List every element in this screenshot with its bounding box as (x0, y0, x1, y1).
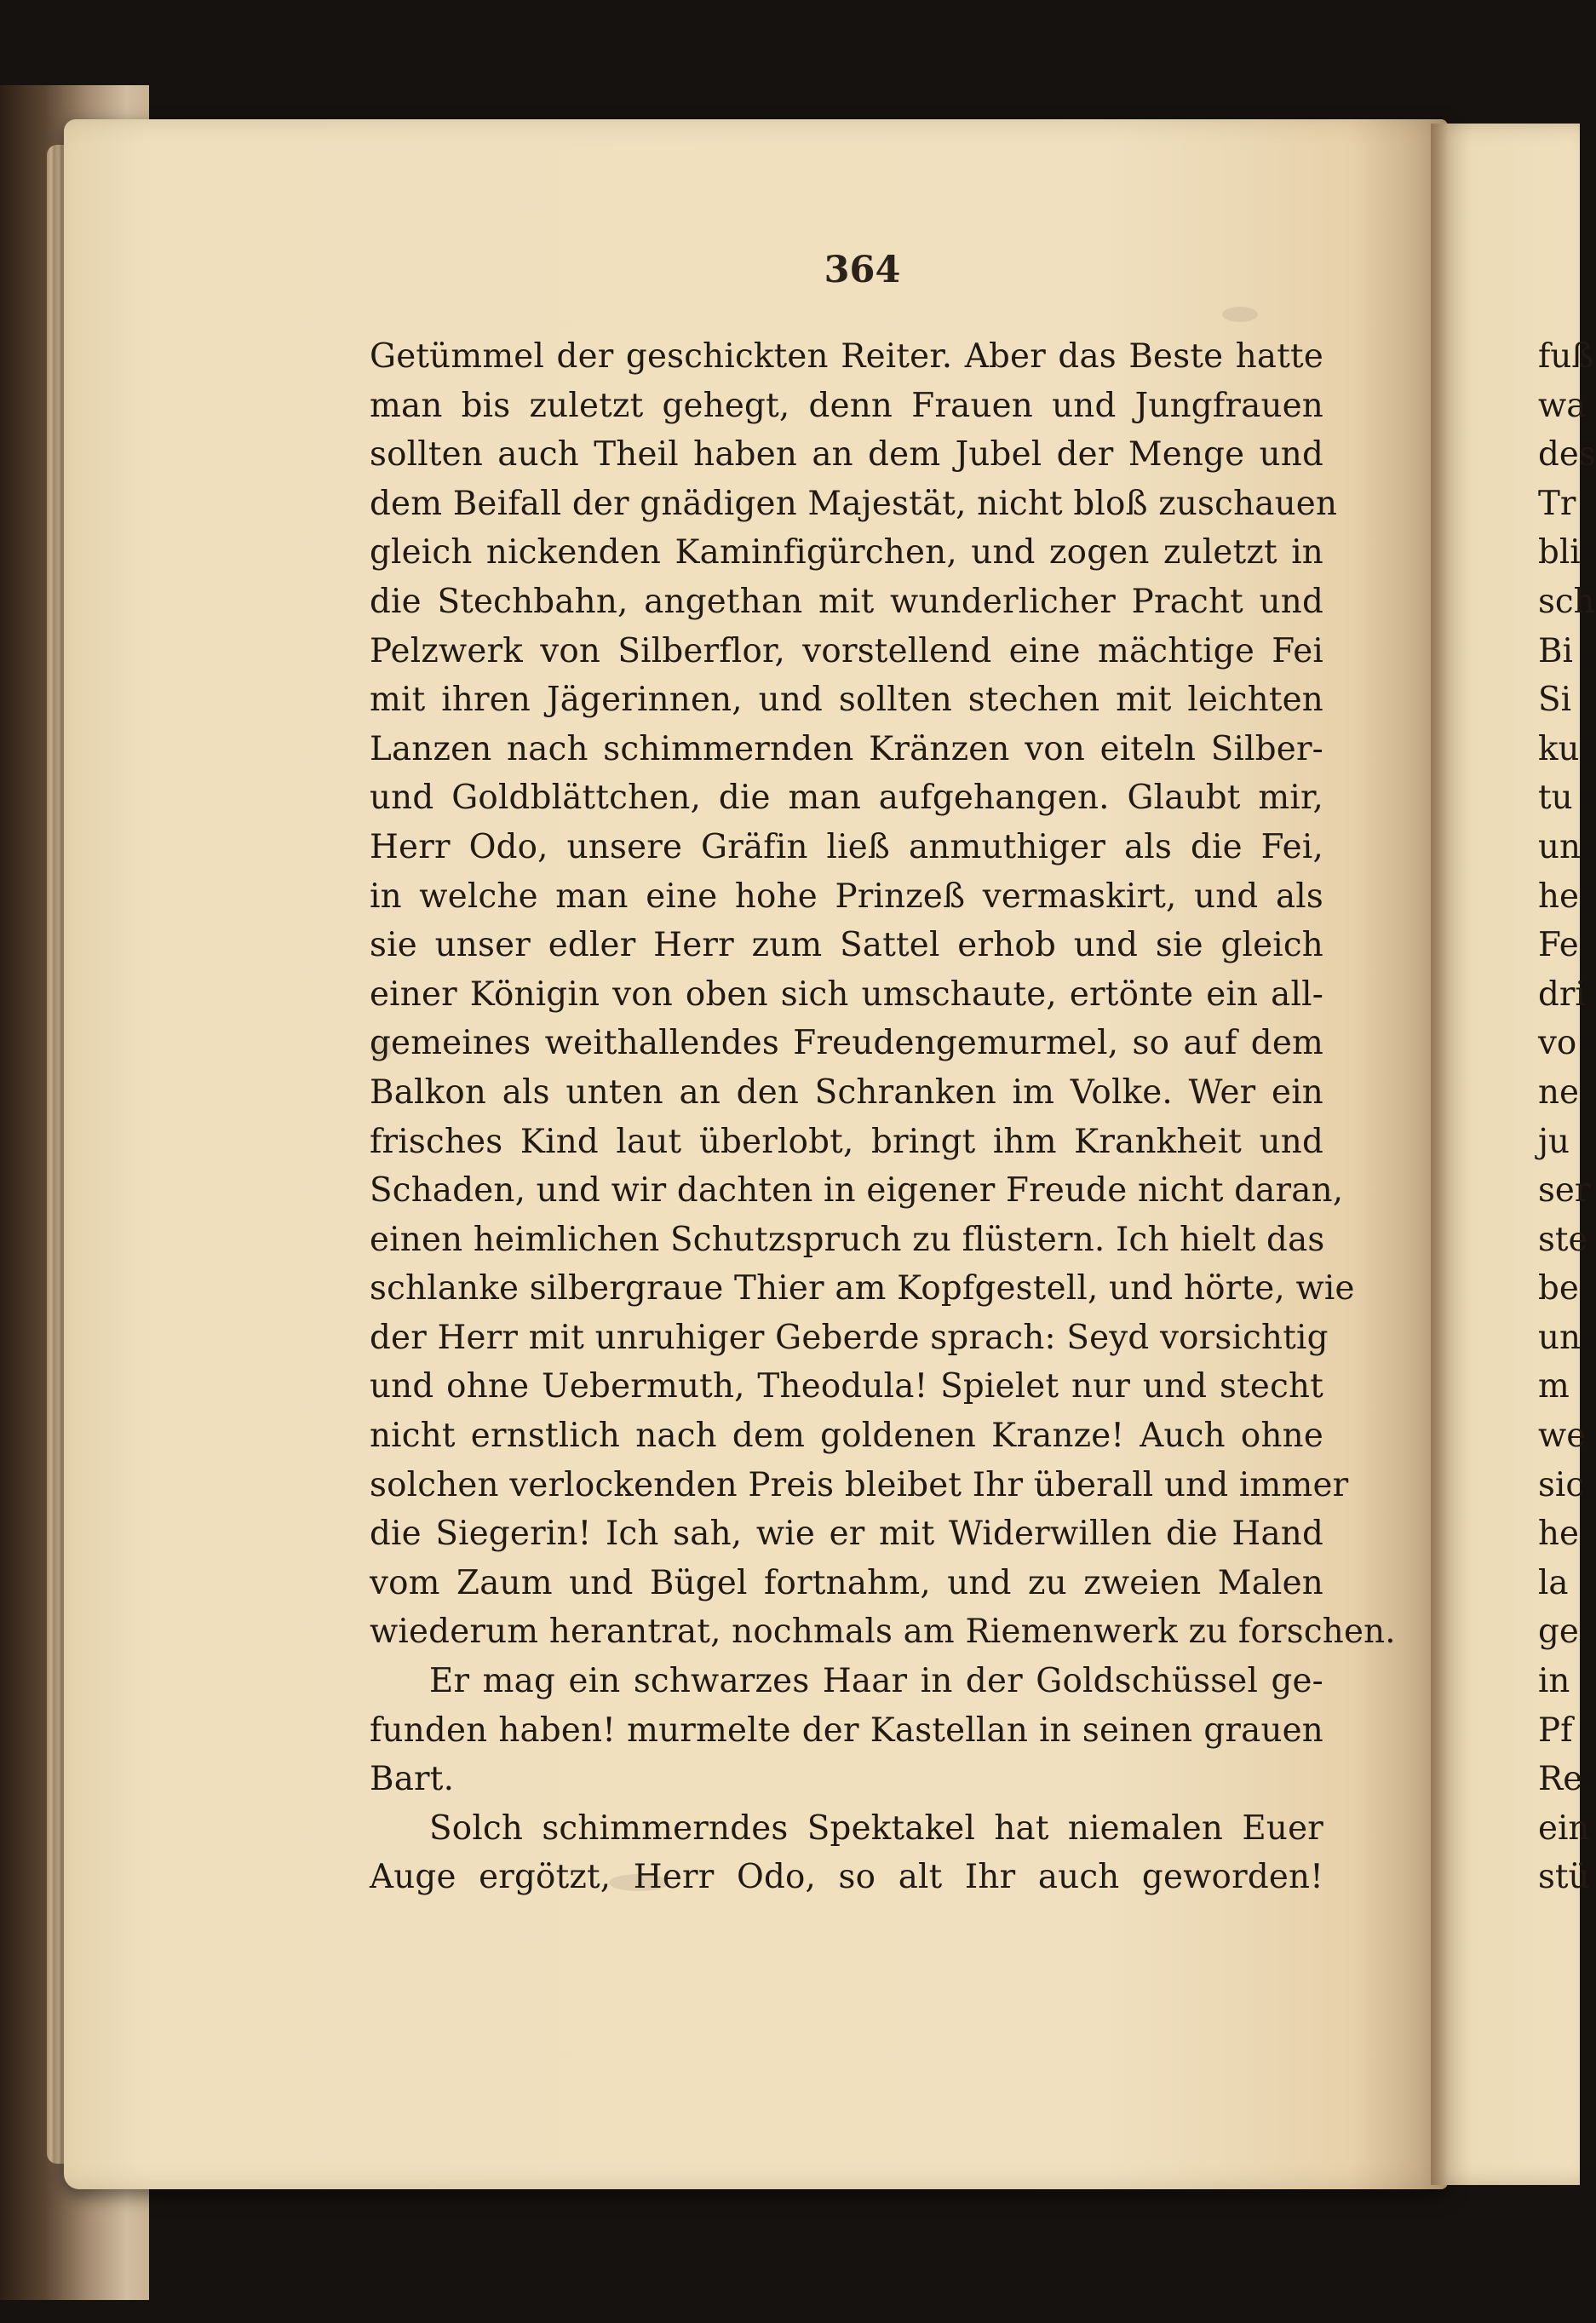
facing-line: Si (1538, 681, 1571, 720)
facing-line: in (1538, 1662, 1570, 1701)
text-line: gemeines weithallendes Freudengemurmel, so auf dem (370, 1024, 1323, 1063)
text-line: gleich nickenden Kaminfigürchen, und zogen zuletzt in (370, 533, 1323, 572)
text-line: vom Zaum und Bügel fortnahm, und zu zweien Malen (370, 1563, 1323, 1602)
facing-line: la (1538, 1563, 1569, 1602)
facing-line: m (1538, 1367, 1570, 1406)
text-line: und ohne Uebermuth, Theodula! Spielet nur und stecht (370, 1367, 1323, 1406)
facing-line: ser (1538, 1171, 1591, 1210)
page-body-text (370, 332, 1396, 1902)
facing-line: sch (1538, 582, 1595, 621)
facing-line: un (1538, 1318, 1581, 1357)
text-line: wiederum herantrat, nochmals am Riemenwerk zu forschen. (370, 1613, 1396, 1652)
facing-line: ein (1538, 1808, 1590, 1848)
facing-line: he (1538, 877, 1579, 916)
text-line: solchen verlockenden Preis bleibet Ihr überall und immer (370, 1465, 1349, 1504)
facing-line: stü (1538, 1858, 1590, 1897)
facing-line: be (1538, 1269, 1579, 1308)
text-line: funden haben! murmelte der Kastellan in seinen grauen (370, 1711, 1323, 1750)
facing-line: ste (1538, 1220, 1588, 1259)
facing-line: sic (1538, 1465, 1585, 1504)
text-line: mit ihren Jägerinnen, und sollten stechen mit leichten (370, 681, 1323, 720)
text-line: schlanke silbergraue Thier am Kopfgestell, und hörte, wie (370, 1269, 1355, 1308)
text-line: Lanzen nach schimmernden Kränzen von eiteln Silber- (370, 729, 1323, 768)
text-line: sollten auch Theil haben an dem Jubel der Menge und (370, 435, 1323, 474)
text-line: einer Königin von oben sich umschaute, ertönte ein all- (370, 975, 1323, 1014)
text-line: in welche man eine hohe Prinzeß vermaskirt, und als (370, 877, 1323, 916)
text-line: und Goldblättchen, die man aufgehangen. Glaubt mir, (370, 779, 1323, 818)
facing-line: un (1538, 827, 1581, 866)
text-line: die Siegerin! Ich sah, wie er mit Widerwillen die Hand (370, 1515, 1323, 1554)
facing-line: vo (1538, 1024, 1577, 1063)
text-line: Solch schimmerndes Spektakel hat niemalen Euer (429, 1808, 1323, 1848)
facing-line: Re (1538, 1760, 1583, 1799)
text-line: Pelzwerk von Silberflor, vorstellend eine mächtige Fei (370, 631, 1323, 670)
facing-line: wa (1538, 386, 1587, 425)
facing-line: tu (1538, 779, 1573, 818)
text-line: Schaden, und wir dachten in eigener Freude nicht daran, (370, 1171, 1344, 1210)
text-line: Bart. (370, 1760, 455, 1799)
text-line: frisches Kind laut überlobt, bringt ihm Krankheit und (370, 1122, 1323, 1161)
facing-page-text (1538, 332, 1596, 1902)
text-line: Er mag ein schwarzes Haar in der Goldschüssel ge- (429, 1662, 1323, 1701)
text-line: Herr Odo, unsere Gräfin ließ anmuthiger als die Fei, (370, 827, 1323, 866)
text-line: nicht ernstlich nach dem goldenen Kranze! Auch ohne (370, 1417, 1323, 1456)
facing-line: bli (1538, 533, 1581, 572)
text-line: der Herr mit unruhiger Geberde sprach: Seyd vorsichtig (370, 1318, 1329, 1357)
text-line: die Stechbahn, angethan mit wunderlicher Pracht und (370, 582, 1323, 621)
facing-line: Bi (1538, 631, 1573, 670)
facing-line: fuß (1538, 337, 1594, 376)
facing-line: ne (1538, 1072, 1579, 1112)
paper-stain (1222, 307, 1258, 322)
text-line: dem Beifall der gnädigen Majestät, nicht bloß zuschauen (370, 484, 1338, 523)
facing-line: dri (1538, 975, 1586, 1014)
text-line: einen heimlichen Schutzspruch zu flüstern. Ich hielt das (370, 1220, 1325, 1259)
text-line: man bis zuletzt gehegt, denn Frauen und Jungfrauen (370, 386, 1323, 425)
facing-line: Fe (1538, 926, 1579, 965)
facing-line: Tr (1538, 484, 1576, 523)
page-number: 364 (824, 249, 901, 291)
facing-line: Pf (1538, 1711, 1573, 1750)
text-line: sie unser edler Herr zum Sattel erhob und sie gleich (370, 926, 1323, 965)
text-line: Balkon als unten an den Schranken im Volke. Wer ein (370, 1072, 1323, 1112)
facing-line: he (1538, 1515, 1579, 1554)
facing-line: ju (1538, 1122, 1570, 1161)
facing-line: ku (1538, 729, 1580, 768)
text-line: Getümmel der geschickten Reiter. Aber das Beste hatte (370, 337, 1323, 376)
facing-line: des (1538, 435, 1596, 474)
text-line: Auge ergötzt, Herr Odo, so alt Ihr auch geworden! (370, 1858, 1323, 1897)
facing-line: we (1538, 1417, 1587, 1456)
facing-line: ge (1538, 1613, 1579, 1652)
